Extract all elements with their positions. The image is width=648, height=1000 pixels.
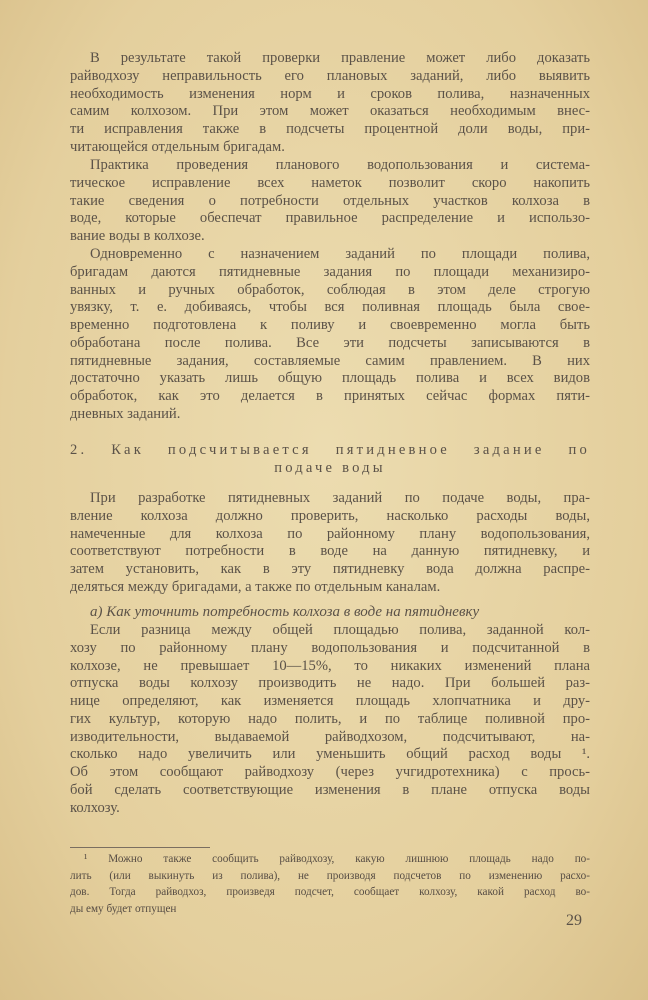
text-line: дов. Тогда райводхоз, произведя подсчет, сообщает колхозу, какой расход во- bbox=[70, 886, 590, 898]
text-line: При разработке пятидневных заданий по подаче воды, пра- bbox=[90, 490, 590, 506]
text-line: дневных заданий. bbox=[70, 405, 181, 422]
footnote-divider bbox=[70, 847, 210, 848]
text-line: гих культур, которую надо полить, и по таблице поливной про- bbox=[70, 710, 590, 727]
text-line: Одновременно с назначением заданий по площади полива, bbox=[90, 246, 590, 262]
text-line: вание воды в колхозе. bbox=[70, 228, 205, 244]
text-line: Если разница между общей площадью полива, заданной кол- bbox=[90, 622, 590, 638]
section-heading bbox=[70, 442, 590, 478]
text-line: соответствуют потребности в воде на данную пятидневку, и bbox=[70, 543, 590, 560]
text-line: сколько надо увеличить или уменьшить общий расход воды ¹. bbox=[70, 746, 590, 763]
text-line: тическое исправление всех наметок позволит скоро накопить bbox=[70, 174, 590, 191]
text-line: обработок, как это делается в принятых сейчас формах пяти- bbox=[70, 388, 590, 404]
text-line: изводительности, выдаваемой райводхозом, подсчитывают, на- bbox=[70, 728, 590, 745]
paragraph-4 bbox=[70, 490, 590, 597]
text-line: хозу по районному плану водопользования и подсчитанной в bbox=[70, 639, 590, 656]
text-line: затем установить, как в эту пятидневку вода должна распре- bbox=[70, 561, 590, 577]
text-line: 2. Как подсчитывается пятидневное задание по bbox=[70, 442, 590, 458]
text-line: ды ему будет отпущен bbox=[70, 902, 177, 915]
text-line: воде, которые обеспечат правильное распределение и использо- bbox=[70, 210, 590, 227]
text-line: нице определяют, как изменяется площадь хлопчатника и дру- bbox=[70, 693, 590, 709]
paragraph-1 bbox=[70, 50, 590, 157]
text-line: колхозу. bbox=[70, 799, 120, 816]
text-line: подаче воды bbox=[274, 459, 386, 476]
text-line: достаточно указать лишь общую площадь полива и всех видов bbox=[70, 370, 590, 387]
text-line: В результате такой проверки правление может либо доказать bbox=[90, 50, 590, 66]
text-line: пятидневные задания, составляемые самим правлением. В них bbox=[70, 352, 590, 369]
text-line: колхозе, не превышает 10—15%, то никаких изменений плана bbox=[70, 657, 590, 674]
text-line: увязку, т. е. добиваясь, чтобы вся поливная площадь была свое- bbox=[70, 299, 590, 316]
text-line: намеченные для колхоза по районному плану водопользования, bbox=[70, 525, 590, 542]
paragraph-3 bbox=[70, 246, 590, 424]
text-line: бой сделать соответствующие изменения в плане отпуска воды bbox=[70, 781, 590, 798]
text-line: деляться между бригадами, а также по отдельным каналам. bbox=[70, 578, 441, 595]
text-line: Об этом сообщают райводхозу (через учгидротехника) с прось- bbox=[70, 764, 590, 780]
page-number: 29 bbox=[566, 912, 582, 929]
subheading bbox=[70, 604, 590, 622]
text-line: Практика проведения планового водопользования и система- bbox=[90, 157, 590, 173]
paragraph-2 bbox=[70, 157, 590, 246]
text-line: ванных и ручных обработок, соблюдая в этом деле строгую bbox=[70, 281, 590, 298]
text-line: отпуска воды колхозу производить не надо. При большей раз- bbox=[70, 675, 590, 692]
text-line: ¹ Можно также сообщить райводхозу, какую лишнюю площадь надо по- bbox=[84, 853, 590, 865]
text-line: читающейся отдельным бригадам. bbox=[70, 138, 285, 155]
text-line: необходимость изменения норм и сроков полива, назначенных bbox=[70, 85, 590, 102]
subheading-text: а) Как уточнить потребность колхоза в воде на пятидневку bbox=[90, 604, 480, 620]
footnote bbox=[70, 851, 590, 917]
text-line: бригадам даются пятидневные задания по площади механизиро- bbox=[70, 263, 590, 280]
text-line: ти исправления также в подсчеты процентной доли воды, при- bbox=[70, 121, 590, 137]
text-line: вление колхоза должно проверить, насколько расходы воды, bbox=[70, 507, 590, 524]
text-line: такие сведения о потребности отдельных участков колхоза в bbox=[70, 192, 590, 209]
text-line: обработана после полива. Все эти подсчеты записываются в bbox=[70, 334, 590, 351]
text-line: самим колхозом. При этом может оказаться необходимым внес- bbox=[70, 103, 590, 120]
text-line: временно подготовлена к поливу и своевременно могла быть bbox=[70, 317, 590, 333]
text-line: лить (или выкинуть из полива), не производя подсчетов по изменению расхо- bbox=[70, 869, 590, 882]
text-line: райводхозу неправильность его плановых заданий, либо выявить bbox=[70, 67, 590, 84]
paragraph-5 bbox=[70, 622, 590, 817]
